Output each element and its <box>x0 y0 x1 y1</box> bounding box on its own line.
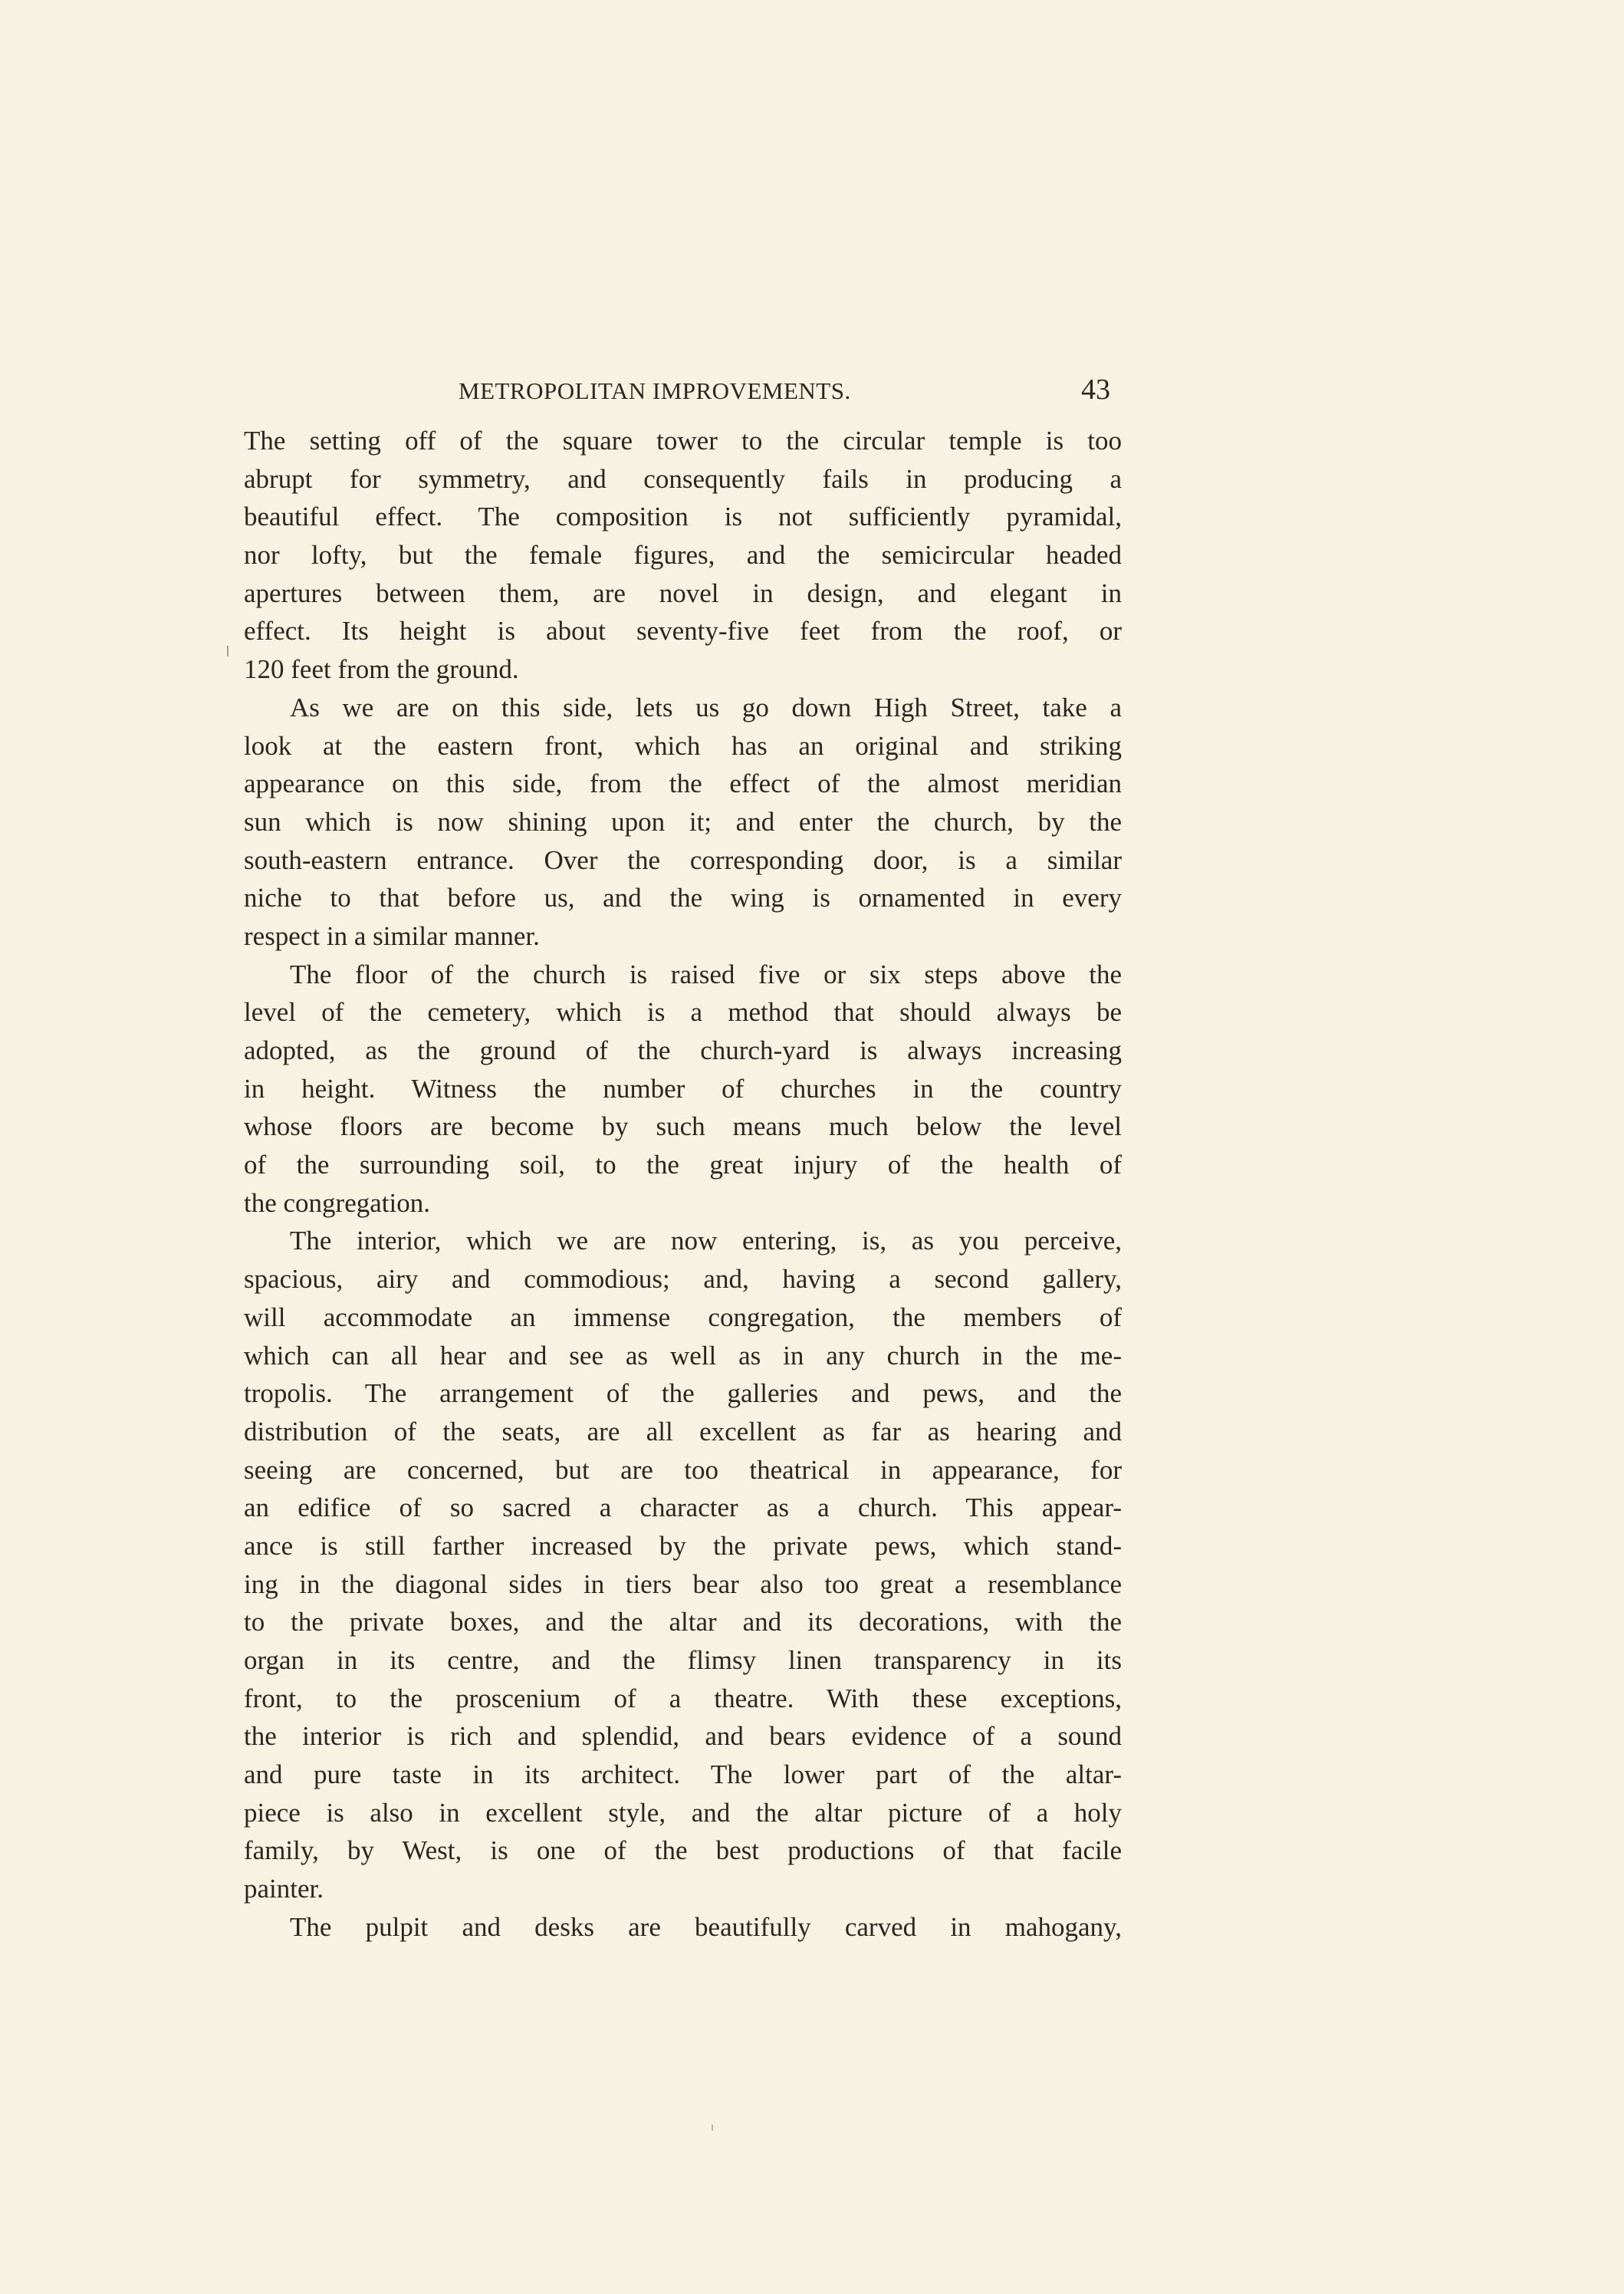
text-line: which can all hear and see as well as in any church in the me- <box>244 1340 1122 1371</box>
page-number: 43 <box>1081 374 1110 406</box>
text-line: the congregation. <box>244 1187 430 1218</box>
text-line: As we are on this side, lets us go down High Street, take a <box>290 692 1122 722</box>
text-line: seeing are concerned, but are too theatrical in appearance, for <box>244 1454 1122 1485</box>
text-line: will accommodate an immense congregation, the members of <box>244 1302 1122 1332</box>
text-line: whose floors are become by such means much below the level <box>244 1111 1122 1142</box>
body-text <box>244 422 1122 1947</box>
text-line: abrupt for symmetry, and consequently fails in producing a <box>244 463 1122 494</box>
text-line: niche to that before us, and the wing is ornamented in every <box>244 883 1122 913</box>
text-line: level of the cemetery, which is a method that should always be <box>244 997 1122 1028</box>
text-line: front, to the proscenium of a theatre. With these exceptions, <box>244 1683 1122 1713</box>
text-line: the interior is rich and splendid, and bears evidence of a sound <box>244 1721 1122 1752</box>
text-line: The interior, which we are now entering, is, as you perceive, <box>290 1226 1122 1256</box>
text-line: effect. Its height is about seventy-five feet from the roof, or <box>244 616 1122 647</box>
text-line: painter. <box>244 1874 324 1904</box>
text-line: apertures between them, are novel in design, and elegant in <box>244 578 1122 608</box>
text-line: appearance on this side, from the effect of the almost meridian <box>244 769 1122 799</box>
text-line: sun which is now shining upon it; and enter the church, by the <box>244 806 1122 837</box>
text-line: and pure taste in its architect. The lower part of the altar- <box>244 1759 1122 1790</box>
text-line: The floor of the church is raised five or six steps above the <box>290 959 1122 989</box>
text-line: distribution of the seats, are all excellent as far as hearing and <box>244 1416 1122 1447</box>
text-line: adopted, as the ground of the church-yard is always increasing <box>244 1035 1122 1065</box>
text-line: organ in its centre, and the flimsy linen transparency in its <box>244 1645 1122 1675</box>
margin-speck <box>227 646 228 657</box>
text-line: family, by West, is one of the best productions of that facile <box>244 1835 1122 1866</box>
text-line: tropolis. The arrangement of the galleries and pews, and the <box>244 1378 1122 1409</box>
text-line: ing in the diagonal sides in tiers bear also too great a resemblance <box>244 1568 1122 1599</box>
text-line: in height. Witness the number of churches in the country <box>244 1073 1122 1104</box>
text-line: of the surrounding soil, to the great injury of the health of <box>244 1150 1122 1180</box>
text-line: respect in a similar manner. <box>244 920 540 951</box>
paper-speck <box>712 2125 713 2131</box>
text-line: The setting off of the square tower to the circular temple is too <box>244 426 1122 456</box>
text-line: an edifice of so sacred a character as a church. This appear- <box>244 1493 1122 1523</box>
text-line: 120 feet from the ground. <box>244 654 519 685</box>
text-line: piece is also in excellent style, and the altar picture of a holy <box>244 1797 1122 1828</box>
text-line: to the private boxes, and the altar and its decorations, with the <box>244 1607 1122 1637</box>
running-title: METROPOLITAN IMPROVEMENTS. <box>459 377 851 404</box>
text-line: The pulpit and desks are beautifully carved in mahogany, <box>290 1911 1122 1942</box>
text-line: ance is still farther increased by the private pews, which stand- <box>244 1530 1122 1561</box>
text-line: spacious, airy and commodious; and, having a second gallery, <box>244 1264 1122 1295</box>
text-line: look at the eastern front, which has an original and striking <box>244 730 1122 761</box>
text-line: beautiful effect. The composition is not sufficiently pyramidal, <box>244 502 1122 532</box>
text-line: south-eastern entrance. Over the corresponding door, is a similar <box>244 844 1122 875</box>
text-line: nor lofty, but the female figures, and the semicircular headed <box>244 540 1122 571</box>
